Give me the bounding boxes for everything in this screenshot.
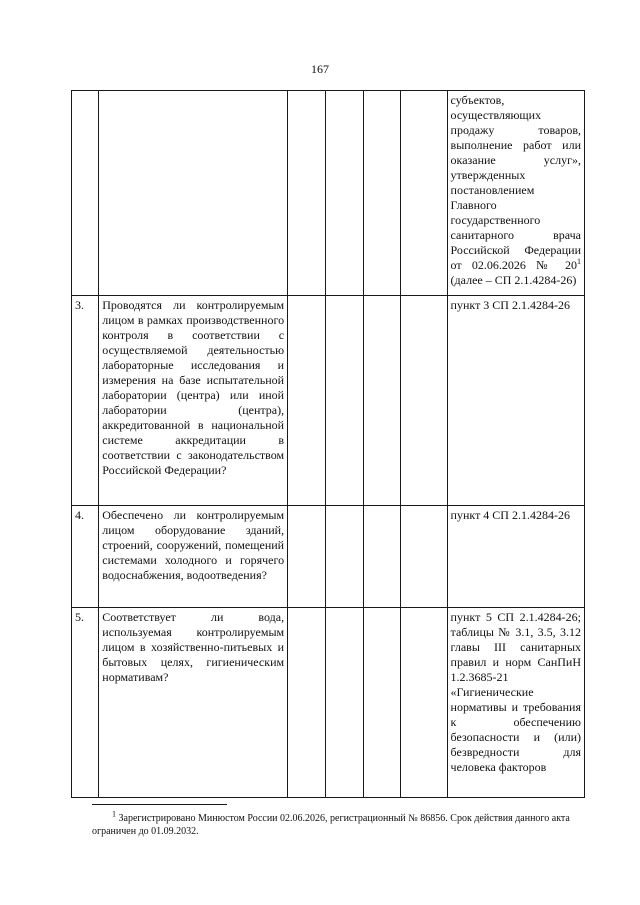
- footnote-marker: 1: [577, 257, 581, 266]
- reference-cell: [447, 91, 584, 296]
- reference-tail: (далее – СП 2.1.4284-26): [450, 273, 577, 287]
- table-row: [72, 608, 585, 798]
- empty-cell: [325, 506, 363, 608]
- empty-cell: [401, 608, 447, 798]
- empty-cell: [363, 506, 401, 608]
- empty-cell: [325, 296, 363, 506]
- table-row: [72, 91, 585, 296]
- empty-cell: [288, 506, 326, 608]
- footnote-text: Зарегистрировано Минюстом России 02.06.2026, регистрационный № 86856. Срок действия данного акта ограничен до 01.09.2032.: [92, 813, 570, 837]
- row-number: 5.: [72, 608, 99, 798]
- checklist-table: [71, 90, 585, 798]
- table-row: [72, 296, 585, 506]
- question-cell: Проводятся ли контролируемым лицом в рамках производственного контроля в соответствии с осуществляемой деятельностью лабораторные исследования и измерения на базе испытательной лаборатории (центра) или иной лаборатории (центра), аккредитованной в национальной системе аккредитации в соответствии с законодательством Российской Федерации?: [99, 296, 288, 506]
- reference-text: субъектов, осуществляющих продажу товаров, выполнение работ или оказание услуг», утвержденных постановлением Главного государственного санитарного врача Российской Федерации от 02.06.2026 № 20: [450, 93, 581, 272]
- question-cell: Соответствует ли вода, используемая контролируемым лицом в хозяйственно-питьевых и бытовых целях, гигиеническим нормативам?: [99, 608, 288, 798]
- reference-cell: пункт 4 СП 2.1.4284-26: [447, 506, 584, 608]
- row-number: 3.: [72, 296, 99, 506]
- page-number: 167: [311, 62, 329, 76]
- empty-cell: [363, 608, 401, 798]
- empty-cell: [325, 608, 363, 798]
- question-cell: Обеспечено ли контролируемым лицом оборудование зданий, строений, сооружений, помещений системами холодного и горячего водоснабжения, водоотведения?: [99, 506, 288, 608]
- empty-cell: [401, 91, 447, 296]
- reference-cell: пункт 3 СП 2.1.4284-26: [447, 296, 584, 506]
- reference-cell: пункт 5 СП 2.1.4284-26; таблицы № 3.1, 3.5, 3.12 главы III санитарных правил и норм СанПиН 1.2.3685-21 «Гигиенические нормативы и требования к обеспечению безопасности и (или) безвредности для человека факторов: [447, 608, 584, 798]
- empty-cell: [363, 91, 401, 296]
- empty-cell: [401, 296, 447, 506]
- footnote: [92, 809, 592, 838]
- footnote-divider: [92, 804, 227, 805]
- empty-cell: [288, 91, 326, 296]
- empty-cell: [288, 608, 326, 798]
- empty-cell: [363, 296, 401, 506]
- empty-cell: [288, 296, 326, 506]
- footnote-marker: 1: [112, 809, 116, 819]
- row-number: [72, 91, 99, 296]
- question-cell: [99, 91, 288, 296]
- row-number: 4.: [72, 506, 99, 608]
- table-row: [72, 506, 585, 608]
- empty-cell: [325, 91, 363, 296]
- empty-cell: [401, 506, 447, 608]
